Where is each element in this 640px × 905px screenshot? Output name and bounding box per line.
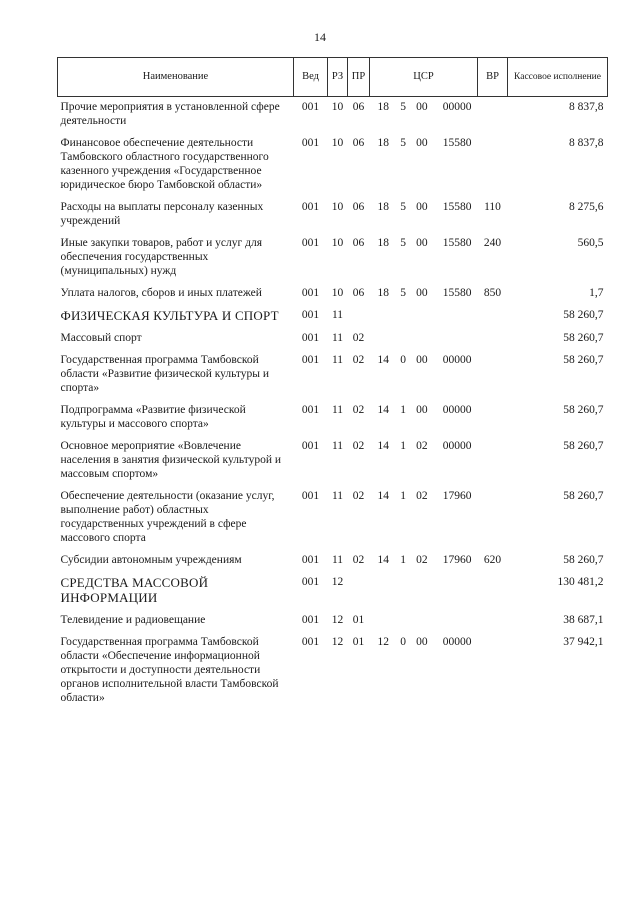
csr-part: 5 xyxy=(400,201,407,213)
csr-part: 00000 xyxy=(442,354,472,366)
row-pr: 01 xyxy=(352,614,365,626)
row-rz: 12 xyxy=(331,614,344,626)
row-amount: 58 260,7 xyxy=(563,404,604,416)
row-ved: 001 xyxy=(301,309,320,321)
csr-part: 00 xyxy=(416,137,428,149)
csr-code xyxy=(372,353,476,367)
row-pr: 06 xyxy=(352,201,365,213)
row-rz: 10 xyxy=(331,237,344,249)
row-name: Уплата налогов, сборов и иных платежей xyxy=(60,287,262,299)
row-vr xyxy=(478,632,508,710)
row-name: Прочие мероприятия в установленной сфере деятельности xyxy=(60,101,280,127)
row-ved: 001 xyxy=(301,201,320,213)
row-vr xyxy=(478,328,508,350)
csr-part: 17960 xyxy=(442,490,472,502)
row-vr: 850 xyxy=(483,287,502,299)
row-csr xyxy=(370,610,478,632)
table-row xyxy=(58,233,608,283)
csr-part: 14 xyxy=(377,440,389,452)
row-pr: 06 xyxy=(352,101,365,113)
row-pr xyxy=(348,572,370,610)
row-vr xyxy=(478,97,508,134)
row-csr xyxy=(370,400,478,436)
row-csr xyxy=(370,486,478,550)
csr-code xyxy=(372,635,476,649)
csr-part: 15580 xyxy=(442,201,472,213)
row-ved: 001 xyxy=(301,636,320,648)
csr-part: 12 xyxy=(377,636,389,648)
csr-code xyxy=(372,200,476,214)
csr-part: 5 xyxy=(400,237,407,249)
row-csr xyxy=(370,197,478,233)
row-amount: 1,7 xyxy=(589,287,604,299)
row-vr: 110 xyxy=(484,201,501,213)
row-vr xyxy=(478,400,508,436)
row-ved: 001 xyxy=(301,490,320,502)
row-amount: 8 837,8 xyxy=(569,101,604,113)
row-pr xyxy=(348,305,370,328)
row-amount: 58 260,7 xyxy=(563,554,604,566)
header-csr: ЦСР xyxy=(370,58,478,97)
row-ved: 001 xyxy=(301,237,320,249)
table-row xyxy=(58,97,608,134)
row-ved: 001 xyxy=(301,614,320,626)
row-vr: 620 xyxy=(483,554,502,566)
row-pr: 02 xyxy=(352,440,365,452)
csr-part: 14 xyxy=(377,404,389,416)
csr-part: 00 xyxy=(416,287,428,299)
csr-part: 00 xyxy=(416,201,428,213)
csr-part: 1 xyxy=(400,490,407,502)
csr-part: 18 xyxy=(377,287,389,299)
row-vr: 240 xyxy=(483,237,502,249)
row-csr xyxy=(370,632,478,710)
row-rz: 11 xyxy=(331,554,344,566)
row-csr xyxy=(370,550,478,572)
row-vr xyxy=(478,305,508,328)
row-csr xyxy=(370,133,478,197)
row-pr: 02 xyxy=(352,332,365,344)
row-rz: 10 xyxy=(331,287,344,299)
row-ved: 001 xyxy=(301,332,320,344)
row-amount: 560,5 xyxy=(577,237,604,249)
csr-part: 00 xyxy=(416,404,428,416)
row-ved: 001 xyxy=(301,354,320,366)
csr-part: 14 xyxy=(377,490,389,502)
row-vr xyxy=(478,572,508,610)
csr-part: 15580 xyxy=(442,237,472,249)
table-row xyxy=(58,436,608,486)
row-ved: 001 xyxy=(301,287,320,299)
csr-code xyxy=(372,236,476,250)
table-row xyxy=(58,550,608,572)
row-name: Телевидение и радиовещание xyxy=(60,614,206,626)
csr-part: 00 xyxy=(416,101,428,113)
row-amount: 8 837,8 xyxy=(569,137,604,149)
row-amount: 8 275,6 xyxy=(569,201,604,213)
csr-part: 5 xyxy=(400,101,407,113)
row-rz: 11 xyxy=(331,490,344,502)
row-rz: 11 xyxy=(331,332,344,344)
row-csr xyxy=(370,305,478,328)
table-row xyxy=(58,283,608,305)
row-csr xyxy=(370,328,478,350)
row-rz: 11 xyxy=(331,404,344,416)
row-vr xyxy=(478,610,508,632)
csr-code xyxy=(372,439,476,453)
row-csr xyxy=(370,283,478,305)
row-ved: 001 xyxy=(301,554,320,566)
table-header xyxy=(58,58,608,97)
csr-part: 02 xyxy=(416,490,428,502)
csr-part: 00000 xyxy=(442,404,472,416)
row-rz: 11 xyxy=(331,309,344,321)
row-amount: 58 260,7 xyxy=(563,332,604,344)
row-name: Субсидии автономным учреждениям xyxy=(60,554,242,566)
row-vr xyxy=(478,133,508,197)
csr-part: 00000 xyxy=(442,101,472,113)
table-body xyxy=(58,97,608,711)
row-vr xyxy=(478,350,508,400)
csr-part: 1 xyxy=(400,404,407,416)
csr-code xyxy=(372,489,476,503)
header-name: Наименование xyxy=(58,58,294,97)
row-ved: 001 xyxy=(301,404,320,416)
csr-part: 1 xyxy=(400,554,407,566)
csr-part: 14 xyxy=(377,554,389,566)
row-name: Иные закупки товаров, работ и услуг для обеспечения государственных (муниципальных) нужд xyxy=(60,237,262,277)
csr-part: 1 xyxy=(400,440,407,452)
csr-part: 00000 xyxy=(442,636,472,648)
header-pr: ПР xyxy=(348,58,370,97)
row-name: Основное мероприятие «Вовлечение населения в занятия физической культурой и массовым спортом» xyxy=(60,440,282,480)
row-pr: 06 xyxy=(352,237,365,249)
csr-code xyxy=(372,100,476,114)
csr-part: 5 xyxy=(400,287,407,299)
table-row xyxy=(58,572,608,610)
csr-part: 15580 xyxy=(442,287,472,299)
row-ved: 001 xyxy=(301,576,320,588)
row-name: ФИЗИЧЕСКАЯ КУЛЬТУРА И СПОРТ xyxy=(60,308,279,323)
row-rz: 11 xyxy=(331,354,344,366)
row-ved: 001 xyxy=(301,440,320,452)
row-pr: 02 xyxy=(352,354,365,366)
csr-part: 18 xyxy=(377,237,389,249)
row-name: Расходы на выплаты персоналу казенных учреждений xyxy=(60,201,264,227)
row-pr: 02 xyxy=(352,490,365,502)
csr-part: 00 xyxy=(416,636,428,648)
header-vr: ВР xyxy=(478,58,508,97)
row-amount: 58 260,7 xyxy=(563,309,604,321)
page-number: 14 xyxy=(314,30,326,44)
row-amount: 58 260,7 xyxy=(563,440,604,452)
csr-part: 18 xyxy=(377,201,389,213)
row-ved: 001 xyxy=(301,101,320,113)
row-name: Государственная программа Тамбовской области «Обеспечение информационной открытости и доступности деятельности органов исполнительной власти Тамбовской области» xyxy=(60,636,279,704)
table-row xyxy=(58,400,608,436)
row-amount: 37 942,1 xyxy=(563,636,604,648)
csr-part: 17960 xyxy=(442,554,472,566)
row-name: СРЕДСТВА МАССОВОЙ ИНФОРМАЦИИ xyxy=(60,575,209,605)
row-name: Финансовое обеспечение деятельности Тамбовского областного государственного казенного учреждения «Государственное юридическое бюро Тамбовской области» xyxy=(60,137,269,191)
csr-code xyxy=(372,286,476,300)
table-row xyxy=(58,350,608,400)
row-csr xyxy=(370,572,478,610)
csr-part: 18 xyxy=(377,101,389,113)
csr-part: 5 xyxy=(400,137,407,149)
table-row xyxy=(58,632,608,710)
csr-part: 00000 xyxy=(442,440,472,452)
csr-part: 02 xyxy=(416,554,428,566)
row-rz: 10 xyxy=(331,101,344,113)
row-rz: 10 xyxy=(331,201,344,213)
row-amount: 38 687,1 xyxy=(563,614,604,626)
row-pr: 01 xyxy=(352,636,365,648)
csr-part: 15580 xyxy=(442,137,472,149)
table-row xyxy=(58,610,608,632)
csr-code xyxy=(372,136,476,150)
header-kass: Кассовое исполнение xyxy=(508,58,608,97)
row-amount: 58 260,7 xyxy=(563,490,604,502)
row-vr xyxy=(478,436,508,486)
row-name: Обеспечение деятельности (оказание услуг, выполнение работ) областных государственных учреждений в сфере массового спорта xyxy=(60,490,275,544)
row-name: Государственная программа Тамбовской области «Развитие физической культуры и спорта» xyxy=(60,354,270,394)
row-name: Подпрограмма «Развитие физической культуры и массового спорта» xyxy=(60,404,246,430)
row-pr: 02 xyxy=(352,554,365,566)
csr-part: 18 xyxy=(377,137,389,149)
row-csr xyxy=(370,436,478,486)
row-pr: 06 xyxy=(352,287,365,299)
row-amount: 58 260,7 xyxy=(563,354,604,366)
csr-code xyxy=(372,403,476,417)
row-pr: 06 xyxy=(352,137,365,149)
row-rz: 12 xyxy=(331,636,344,648)
csr-part: 00 xyxy=(416,237,428,249)
row-vr xyxy=(478,486,508,550)
row-csr xyxy=(370,97,478,134)
header-ved: Вед xyxy=(294,58,328,97)
csr-part: 02 xyxy=(416,440,428,452)
row-ved: 001 xyxy=(301,137,320,149)
table-row xyxy=(58,486,608,550)
row-pr: 02 xyxy=(352,404,365,416)
csr-part: 14 xyxy=(377,354,389,366)
row-rz: 12 xyxy=(331,576,344,588)
row-amount: 130 481,2 xyxy=(557,576,604,588)
budget-table xyxy=(57,57,608,710)
csr-part: 0 xyxy=(400,354,407,366)
csr-part: 00 xyxy=(416,354,428,366)
table-row xyxy=(58,197,608,233)
table-row xyxy=(58,133,608,197)
row-name: Массовый спорт xyxy=(60,332,142,344)
row-rz: 11 xyxy=(331,440,344,452)
row-rz: 10 xyxy=(331,137,344,149)
csr-part: 0 xyxy=(400,636,407,648)
row-csr xyxy=(370,233,478,283)
header-rz: РЗ xyxy=(328,58,348,97)
row-csr xyxy=(370,350,478,400)
csr-code xyxy=(372,553,476,567)
table-row xyxy=(58,328,608,350)
table-row xyxy=(58,305,608,328)
